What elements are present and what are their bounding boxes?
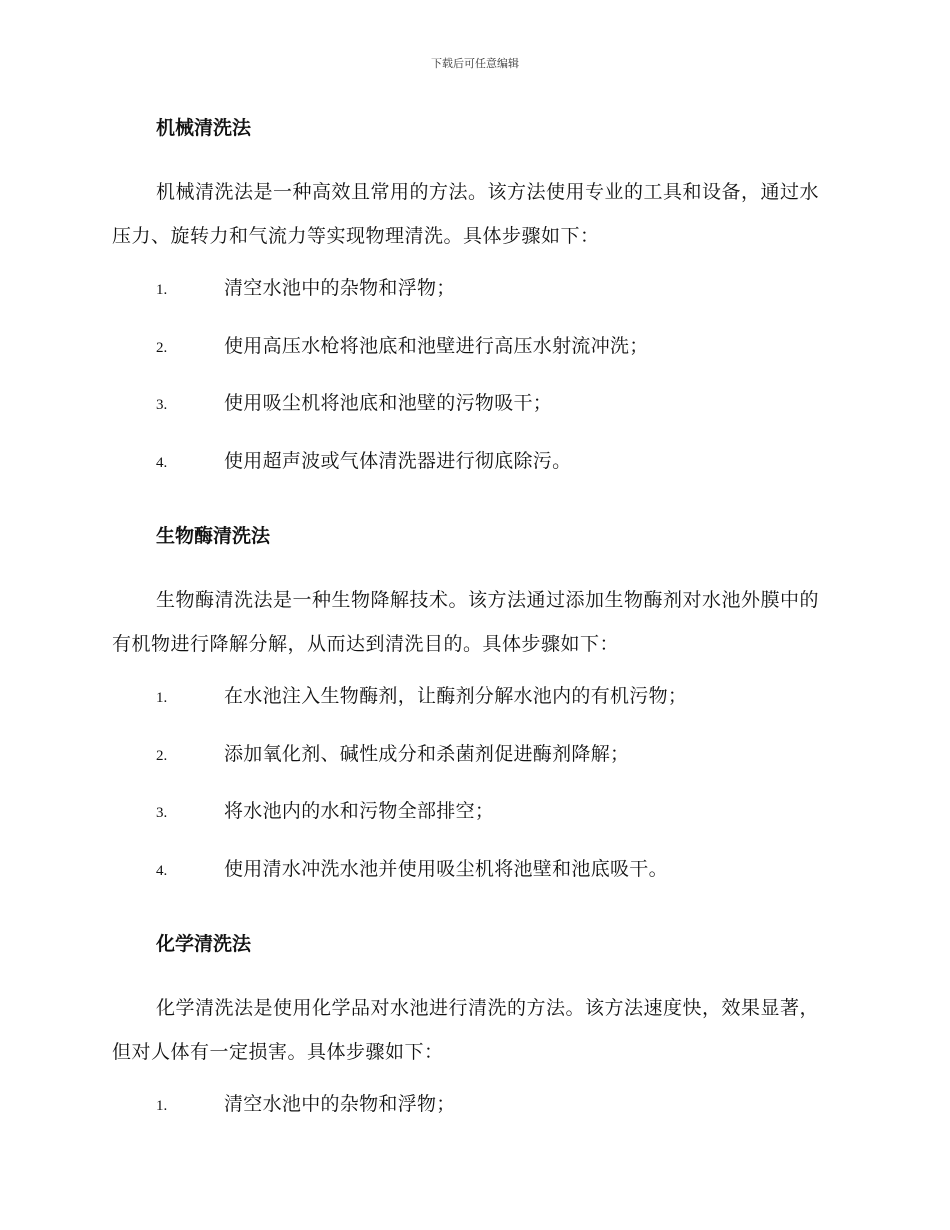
step-number: 1.: [156, 690, 168, 706]
list-item: [112, 795, 838, 853]
step-number: 1.: [156, 1098, 168, 1114]
step-list: [112, 1088, 838, 1146]
list-item: [112, 853, 838, 911]
list-item: [112, 1088, 838, 1146]
section-bio-enzyme-cleaning: [112, 520, 838, 910]
section-heading: 生物酶清洗法: [156, 525, 271, 547]
step-text: 使用高压水枪将池底和池壁进行高压水射流冲洗；: [224, 334, 649, 357]
section-intro: 化学清洗法是使用化学品对水池进行清洗的方法。该方法速度快，效果显著，但对人体有一定损害。具体步骤如下：: [112, 997, 820, 1063]
list-item: [112, 680, 838, 738]
step-text: 将水池内的水和污物全部排空；: [224, 800, 495, 822]
section-chemical-cleaning: [112, 928, 838, 1146]
section-mechanical-cleaning: [112, 112, 838, 502]
step-number: 4.: [156, 862, 168, 879]
document-body: [112, 112, 838, 1146]
step-number: 4.: [156, 454, 168, 471]
step-list: [112, 272, 838, 502]
section-intro: 生物酶清洗法是一种生物降解技术。该方法通过添加生物酶剂对水池外膜中的有机物进行降解分解，从而达到清洗目的。具体步骤如下：: [112, 589, 820, 655]
list-item: [112, 445, 838, 503]
list-item: [112, 272, 838, 330]
section-heading: 化学清洗法: [156, 933, 252, 955]
step-text: 使用吸尘机将池底和池壁的污物吸干；: [224, 392, 553, 414]
step-number: 3.: [156, 397, 168, 413]
section-intro: 机械清洗法是一种高效且常用的方法。该方法使用专业的工具和设备，通过水压力、旋转力和气流力等实现物理清洗。具体步骤如下：: [112, 181, 820, 247]
step-text: 使用超声波或气体清洗器进行彻底除污。: [224, 449, 572, 472]
step-number: 3.: [156, 805, 168, 821]
step-text: 在水池注入生物酶剂，让酶剂分解水池内的有机污物；: [224, 685, 688, 707]
list-item: [112, 387, 838, 445]
list-item: [112, 738, 838, 796]
list-item: [112, 330, 838, 388]
step-text: 清空水池中的杂物和浮物；: [224, 1093, 456, 1115]
step-number: 2.: [156, 747, 168, 764]
step-text: 清空水池中的杂物和浮物；: [224, 277, 456, 299]
step-number: 1.: [156, 282, 168, 298]
step-text: 使用清水冲洗水池并使用吸尘机将池壁和池底吸干。: [224, 857, 668, 880]
step-list: [112, 680, 838, 910]
step-number: 2.: [156, 339, 168, 356]
header-note: 下载后可任意编辑: [431, 57, 519, 70]
step-text: 添加氧化剂、碱性成分和杀菌剂促进酶剂降解；: [224, 742, 630, 765]
section-heading: 机械清洗法: [156, 117, 252, 139]
